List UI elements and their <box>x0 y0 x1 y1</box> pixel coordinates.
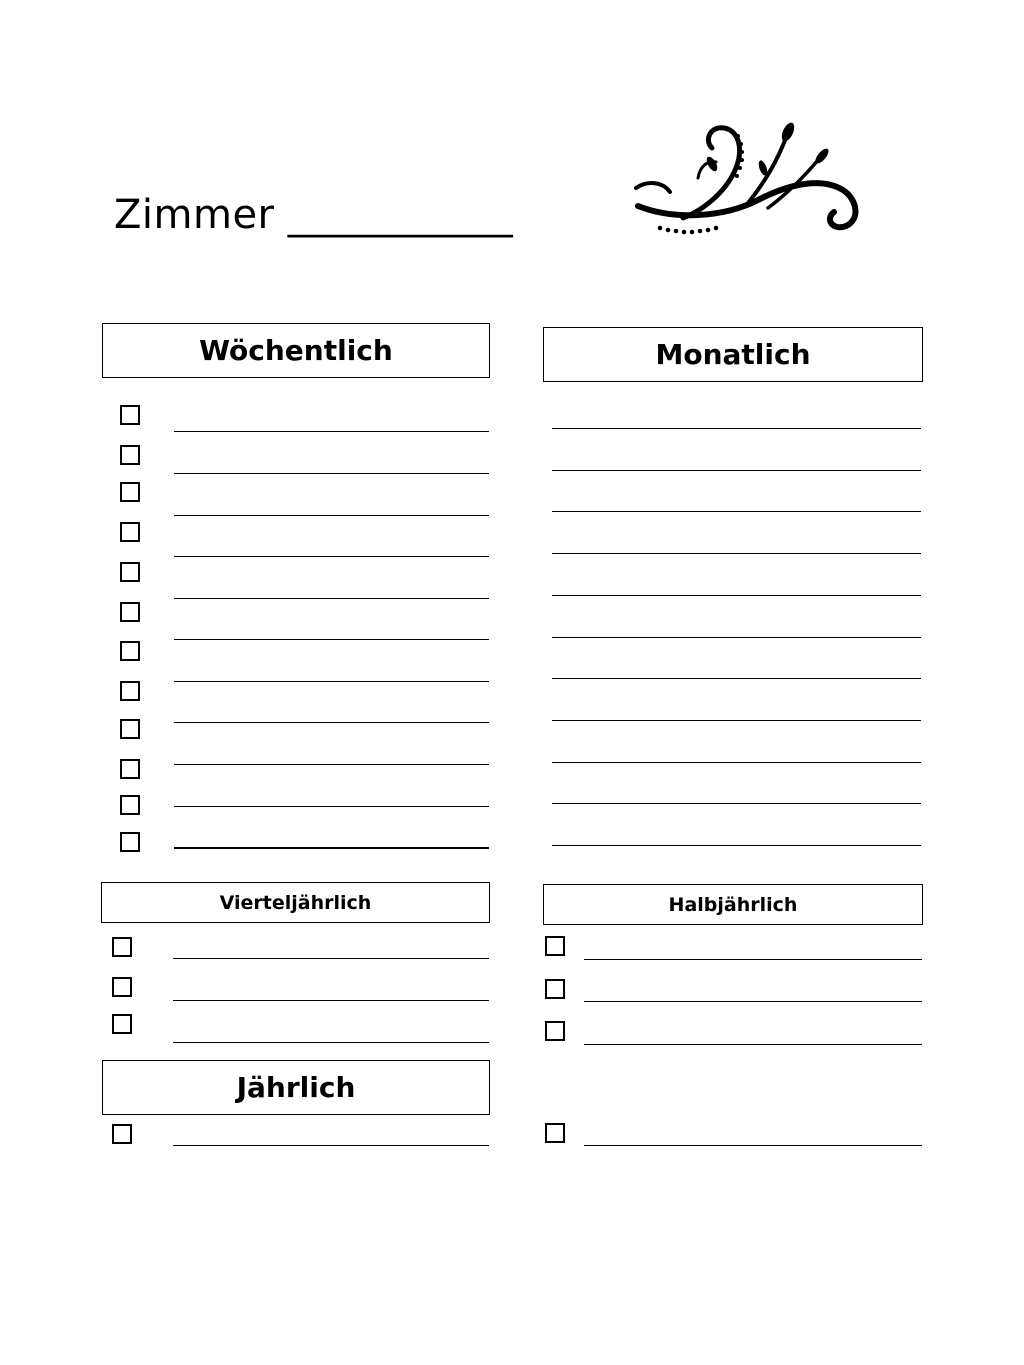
quarterly-heading-label: Vierteljährlich <box>219 891 372 914</box>
weekly-entry-line[interactable] <box>174 848 489 849</box>
yearly-heading-label: Jährlich <box>236 1071 356 1104</box>
half-yearly-checkbox[interactable] <box>545 979 565 999</box>
weekly-entry-line[interactable] <box>174 556 489 557</box>
weekly-entry-line[interactable] <box>174 515 489 516</box>
quarterly-checkbox[interactable] <box>112 937 132 957</box>
half-yearly-heading <box>543 884 923 925</box>
quarterly-checkbox[interactable] <box>112 977 132 997</box>
monthly-entry-line[interactable] <box>552 720 921 721</box>
half-yearly-checkbox[interactable] <box>545 1123 565 1143</box>
weekly-checkbox[interactable] <box>120 719 140 739</box>
monthly-entry-line[interactable] <box>552 637 921 638</box>
monthly-entry-line[interactable] <box>552 803 921 804</box>
weekly-checkbox[interactable] <box>120 681 140 701</box>
monthly-entry-line[interactable] <box>552 762 921 763</box>
half-yearly-entry-line[interactable] <box>584 1001 922 1002</box>
weekly-checkbox[interactable] <box>120 602 140 622</box>
weekly-entry-line[interactable] <box>174 764 489 765</box>
weekly-entry-line[interactable] <box>174 598 489 599</box>
weekly-entry-line[interactable] <box>174 722 489 723</box>
monthly-entry-line[interactable] <box>552 511 921 512</box>
weekly-checkbox[interactable] <box>120 832 140 852</box>
weekly-checkbox[interactable] <box>120 641 140 661</box>
yearly-heading <box>102 1060 490 1115</box>
weekly-checkbox[interactable] <box>120 759 140 779</box>
monthly-entry-line[interactable] <box>552 845 921 846</box>
yearly-checkbox[interactable] <box>112 1124 132 1144</box>
page-title: Zimmer ___________ <box>114 192 514 238</box>
weekly-checkbox[interactable] <box>120 562 140 582</box>
weekly-entry-line[interactable] <box>174 431 489 432</box>
half-yearly-entry-line[interactable] <box>584 959 922 960</box>
weekly-checkbox[interactable] <box>120 405 140 425</box>
weekly-entry-line[interactable] <box>174 639 489 640</box>
half-yearly-entry-line[interactable] <box>584 1145 922 1146</box>
monthly-entry-line[interactable] <box>552 678 921 679</box>
weekly-checkbox[interactable] <box>120 795 140 815</box>
yearly-entry-line[interactable] <box>173 1145 489 1146</box>
quarterly-entry-line[interactable] <box>173 1000 489 1001</box>
quarterly-checkbox[interactable] <box>112 1014 132 1034</box>
half-yearly-entry-line[interactable] <box>584 1044 922 1045</box>
monthly-entry-line[interactable] <box>552 595 921 596</box>
half-yearly-heading-label: Halbjährlich <box>668 893 798 916</box>
weekly-checkbox[interactable] <box>120 522 140 542</box>
monthly-entry-line[interactable] <box>552 553 921 554</box>
monthly-entry-line[interactable] <box>552 428 921 429</box>
monthly-entry-line[interactable] <box>552 470 921 471</box>
quarterly-entry-line[interactable] <box>173 958 489 959</box>
weekly-heading <box>102 323 490 378</box>
monthly-heading <box>543 327 923 382</box>
weekly-entry-line[interactable] <box>174 806 489 807</box>
weekly-checkbox[interactable] <box>120 445 140 465</box>
half-yearly-checkbox[interactable] <box>545 936 565 956</box>
weekly-entry-line[interactable] <box>174 681 489 682</box>
quarterly-heading <box>101 882 490 923</box>
quarterly-entry-line[interactable] <box>173 1042 489 1043</box>
weekly-checkbox[interactable] <box>120 482 140 502</box>
swirl-flourish-icon <box>628 108 868 243</box>
half-yearly-checkbox[interactable] <box>545 1021 565 1041</box>
weekly-entry-line[interactable] <box>174 473 489 474</box>
weekly-heading-label: Wöchentlich <box>199 334 393 367</box>
monthly-heading-label: Monatlich <box>655 338 811 371</box>
